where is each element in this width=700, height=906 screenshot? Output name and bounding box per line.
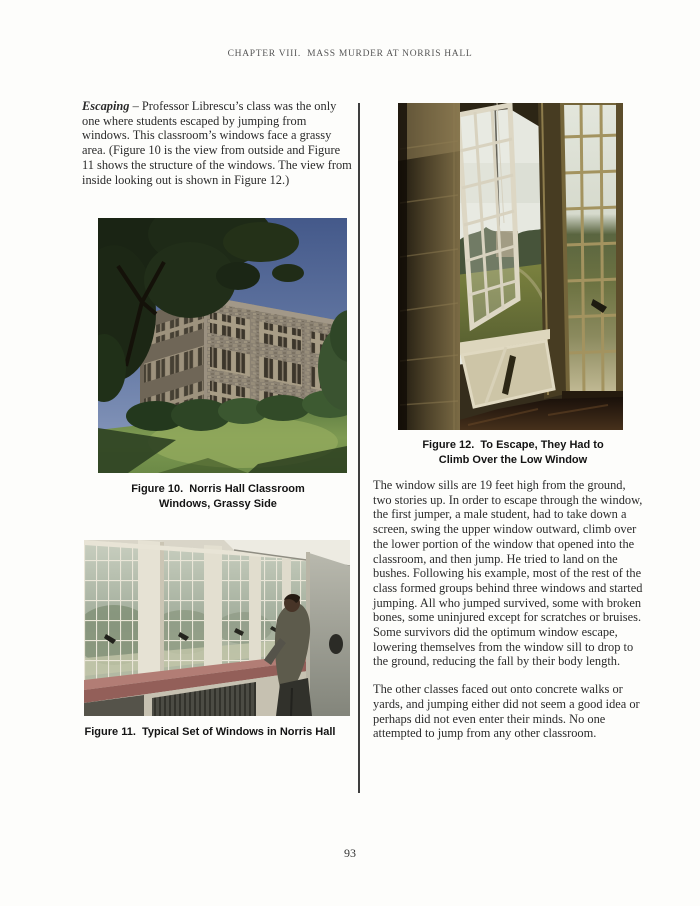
right-column-text — [373, 478, 647, 754]
figure-10-caption-line1: Figure 10. Norris Hall Classroom — [131, 483, 305, 495]
other-classes-paragraph: The other classes faced out onto concrete walks or yards, and jumping either did not seem a good idea or perhaps did not even enter their minds. No one attempted to jump from any other classroom. — [373, 682, 640, 741]
figure-12-caption-line2: Climb Over the Low Window — [438, 453, 588, 466]
norris-hall-exterior-illustration — [98, 218, 347, 473]
page-number: 93 — [344, 846, 356, 860]
figure-12-caption — [373, 438, 653, 467]
intro-lead-word: Escaping — [82, 99, 130, 113]
column-divider-rule — [358, 103, 360, 793]
window-escape-paragraph: The window sills are 19 feet high from the ground, two stories up. In order to escape through the window, the first jumper, a male student, had to take down a screen, swing the upper window outward, climb over the lower portion of the window that opened into the classroom, and then jump. He tried to land on the bushes. Following his example, most of the rest of the class formed groups behind three windows and started jumping. All who jumped survived, some with broken bones, some uninjured except for scratches or bruises. Some survivors did the optimum window escape, lowering themselves from the window sill to drop to the ground, reducing the fall by their body length. — [373, 478, 643, 669]
figure-10-caption-line2: Windows, Grassy Side — [159, 497, 277, 510]
figure-11-photo — [84, 540, 350, 716]
chapter-header: CHAPTER VIII. MASS MURDER AT NORRIS HALL — [227, 49, 473, 59]
figure-12-caption-line1: Figure 12. To Escape, They Had to — [422, 439, 604, 451]
intro-paragraph-text: – Professor Librescu’s class was the only one where students escaped by jumping from windows. This classroom’s windows face a grassy area. (Figure 10 is the view from outside and Figure 11 shows the structure of the windows. The view from inside looking out is shown in Figure 12.) — [82, 99, 352, 187]
open-window-view-illustration — [398, 103, 623, 430]
figure-10-photo — [98, 218, 347, 473]
norris-windows-interior-illustration — [84, 540, 350, 716]
figure-11-caption: Figure 11. Typical Set of Windows in Norris Hall — [84, 726, 336, 738]
intro-paragraph — [82, 99, 354, 187]
figure-10-caption — [82, 482, 354, 511]
figure-12-photo — [398, 103, 623, 430]
